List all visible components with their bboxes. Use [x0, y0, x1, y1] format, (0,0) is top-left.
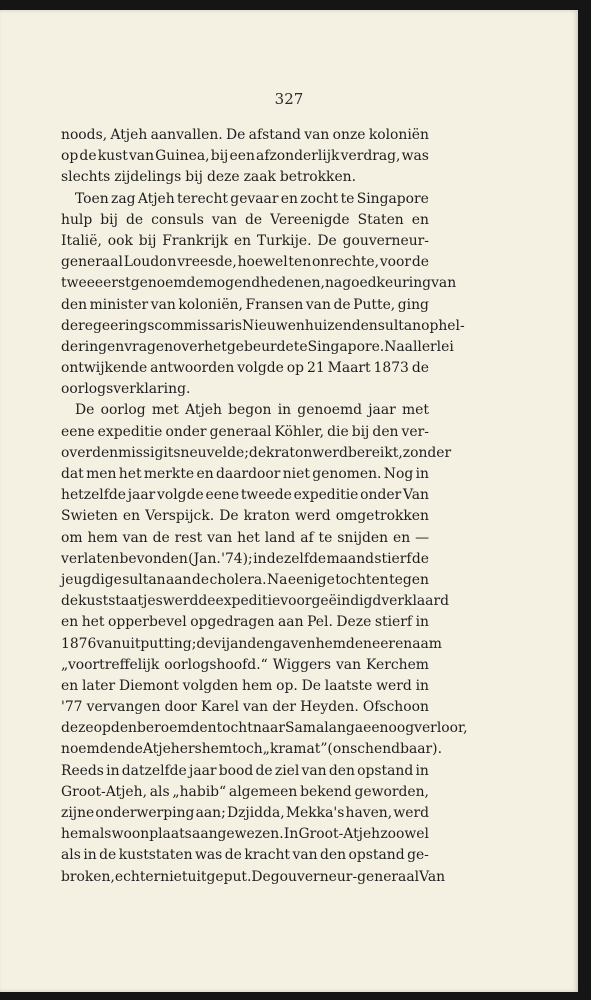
text-line: '77 vervangen door Karel van der Heyden. Ofschoon [61, 699, 429, 716]
text-line: slechts zijdelings bij deze zaak betrokken. [61, 169, 357, 186]
text-line: dat men het merkte en daardoor niet genomen. Nog in [61, 466, 429, 482]
text-line: deze op den beroemden tocht naar Samalanga een oog verloor, [61, 720, 468, 737]
text-line: oorlogsverklaring. [61, 381, 191, 398]
text-line: de kuststaatjes werd de expeditie voor geëindigd verklaard [61, 593, 449, 610]
text-line: Swieten en Verspijck. De kraton werd omgetrokken [61, 508, 429, 525]
text-line: noemden de Atjehers hem toch „kramat” (onschendbaar). [61, 741, 442, 758]
text-line: ontwijkende antwoorden volgde op 21 Maart 1873 de [61, 360, 429, 377]
text-line: hulp bij de consuls van de Vereenigde Staten en [61, 211, 429, 228]
text-line: en het opperbevel opgedragen aan Pel. Deze stierf in [61, 614, 429, 631]
text-line: Reeds in datzelfde jaar bood de ziel van den opstand in [61, 762, 429, 779]
text-line: om hem van de rest van het land af te snijden en — [61, 529, 429, 546]
text-line: „voortreffelijk oorlogshoofd.“ Wiggers van Kerchem [61, 656, 429, 673]
text-line: broken, echter niet uitgeput. De gouverneur-generaal Van [61, 868, 446, 885]
text-line: noods, Atjeh aanvallen. De afstand van onze koloniën [61, 127, 429, 143]
text-line: overden missigit sneuvelde; de kraton werd bereikt, zonder [61, 444, 452, 461]
text-line: zijne onderwerping aan; Dzjidda, Mekka's haven, werd [61, 805, 429, 821]
text-line: eene expeditie onder generaal Köhler, die bij den ver- [61, 423, 429, 440]
text-line: deringen vragen over het gebeurde te Singapore. Na allerlei [61, 338, 454, 355]
text-line: en later Diemont volgden hem op. De laatste werd in [61, 677, 429, 694]
text-line: verlaten bevonden (Jan. '74); in dezelfde maand stierf de [61, 550, 429, 567]
text-line: den minister van koloniën, Fransen van de Putte, ging [61, 296, 429, 313]
text-line: twee eerstgenoemde mogendheden en, na goedkeuring van [61, 275, 457, 292]
body-text [61, 125, 468, 888]
book-page [0, 10, 578, 992]
page-number: 327 [274, 90, 304, 108]
text-line: De oorlog met Atjeh begon in genoemd jaar met [75, 402, 429, 419]
text-line: Italië, ook bij Frankrijk en Turkije. De gouverneur- [61, 232, 429, 249]
text-line: hetzelfde jaar volgde eene tweede expeditie onder Van [61, 487, 429, 504]
text-line: 1876 van uitputting; de vijanden gaven hem den eerenaam [61, 635, 442, 652]
text-line: de regeeringscommissaris Nieuwenhuizen den sultan ophel- [61, 317, 465, 334]
text-line: als in de kuststaten was de kracht van den opstand ge- [61, 847, 429, 864]
text-line: Groot-Atjeh, als „habib“ algemeen bekend geworden, [61, 783, 429, 800]
text-line: hem als woonplaats aangewezen. In Groot-Atjeh zoowel [61, 826, 429, 843]
text-line: generaal Loudon vreesde, hoewel ten onrechte, voor de [61, 254, 429, 271]
text-line: op de kust van Guinea, bij een afzonderlijk verdrag, was [61, 148, 429, 165]
text-line: jeugdige sultan aan de cholera. Na eenige tochten tegen [61, 571, 429, 588]
text-line: Toen zag Atjeh terecht gevaar en zocht te Singapore [75, 190, 429, 207]
